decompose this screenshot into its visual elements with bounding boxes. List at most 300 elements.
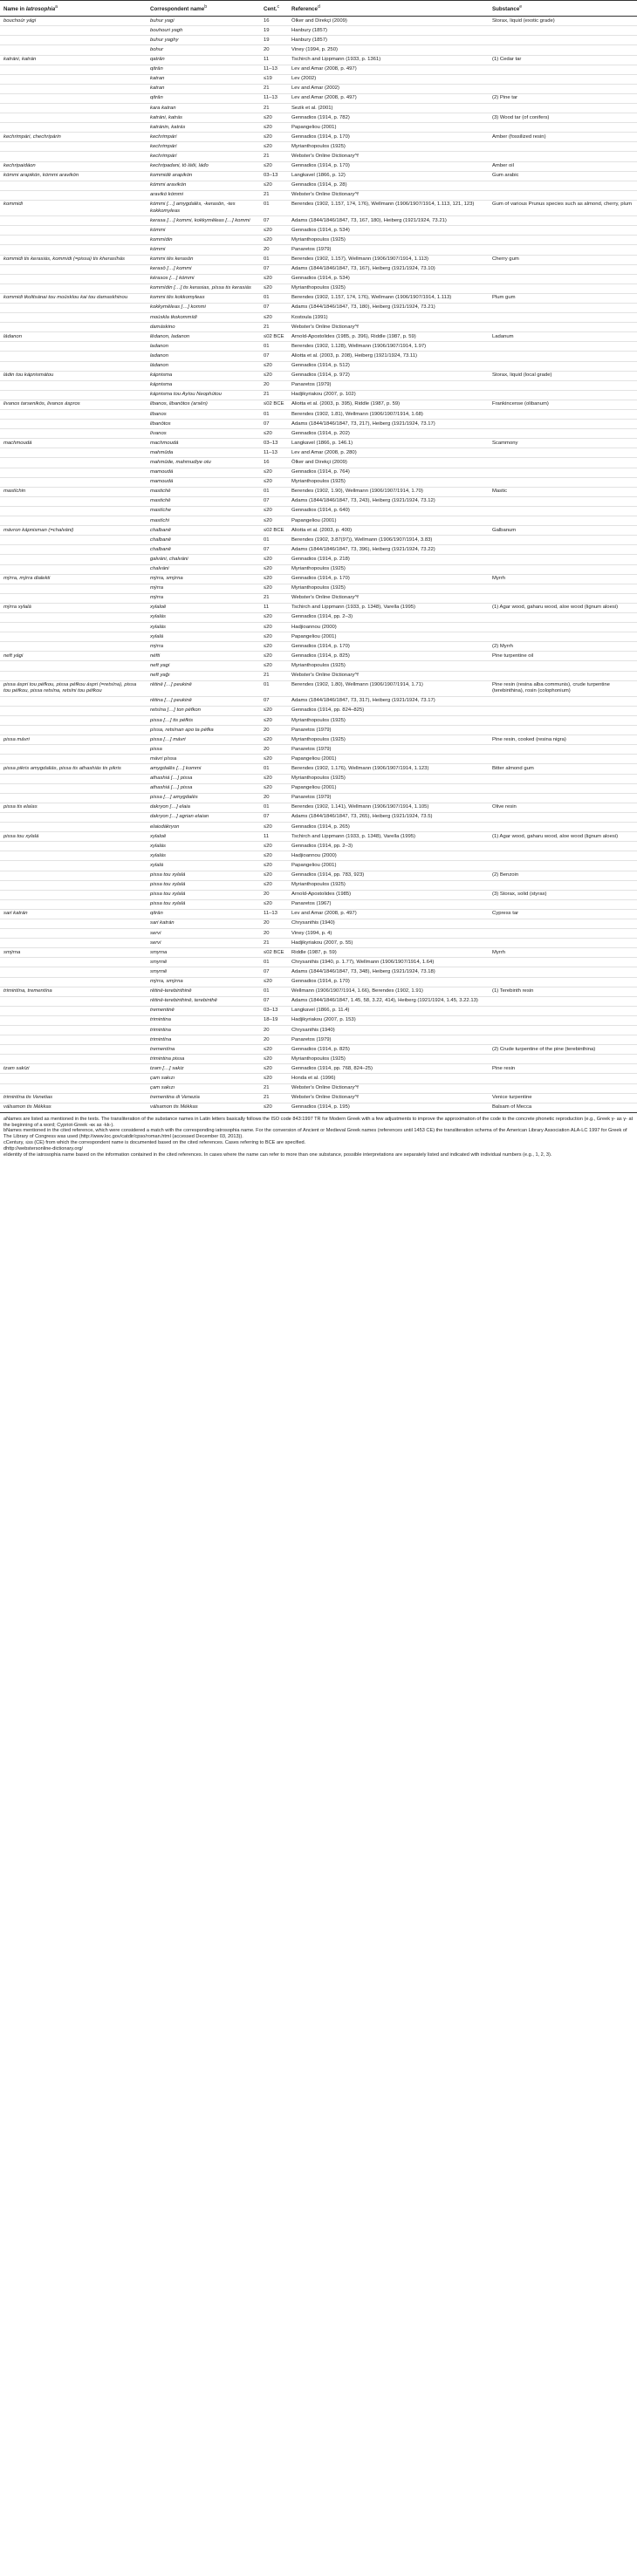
cell-century: 07 bbox=[260, 352, 288, 361]
cell-century: ≤20 bbox=[260, 755, 288, 764]
cell-correspondent-name: rētinē-terebinthinē bbox=[147, 987, 260, 996]
cell-century: 20 bbox=[260, 380, 288, 390]
cell-reference: Panaretos (1979) bbox=[288, 1035, 489, 1045]
cell-correspondent-name: machmoudá bbox=[147, 439, 260, 448]
cell-reference: Gennadios (1914, p. 640) bbox=[288, 506, 489, 516]
cell-name bbox=[0, 142, 147, 152]
table-row bbox=[0, 113, 637, 123]
cell-reference: Gennadios (1914, pp. 2–3) bbox=[288, 612, 489, 622]
table-row bbox=[0, 1055, 637, 1064]
cell-century: ≤20 bbox=[260, 574, 288, 584]
cell-substance: (2) Crude turpentine of the pine (terebinthina) bbox=[489, 1045, 637, 1055]
cell-correspondent-name: kara katran bbox=[147, 104, 260, 113]
cell-century: 01 bbox=[260, 342, 288, 352]
table-row bbox=[0, 623, 637, 632]
cell-century: 20 bbox=[260, 890, 288, 899]
cell-reference: Langkavel (1866, p. 12) bbox=[288, 171, 489, 181]
footnote: dhttp://webstersonline-dictionary.org/ bbox=[3, 1145, 83, 1151]
cell-substance bbox=[489, 448, 637, 458]
cell-century: ≤20 bbox=[260, 181, 288, 190]
cell-name bbox=[0, 420, 147, 429]
cell-century: ≤20 bbox=[260, 506, 288, 516]
table-row bbox=[0, 661, 637, 671]
cell-reference: Myrianthopoulos (1925) bbox=[288, 564, 489, 574]
cell-name bbox=[0, 26, 147, 36]
cell-reference: Langkavel (1866, p. 146.1) bbox=[288, 439, 489, 448]
cell-substance: (3) Storax, solid (styrax) bbox=[489, 890, 637, 899]
cell-reference: Lev and Amar (2008, p. 497) bbox=[288, 65, 489, 74]
cell-name bbox=[0, 967, 147, 977]
cell-century: ≤20 bbox=[260, 555, 288, 564]
cell-substance: Gum of various Prunus species such as almond, cherry, plum bbox=[489, 200, 637, 215]
cell-correspondent-name: buhur yaghy bbox=[147, 36, 260, 45]
cell-correspondent-name: kápnisma tou Ayíou Neophútou bbox=[147, 390, 260, 400]
cell-reference: Papangeliou (2001) bbox=[288, 755, 489, 764]
cell-reference: Gennadios (1914, p. 534) bbox=[288, 226, 489, 236]
cell-correspondent-name: kómmi […] amygdalēs, -kerasōn, -tes kokkomyleas bbox=[147, 200, 260, 215]
cell-reference: Aliotta et al. (2003, p. 208), Heiberg (1921/1924, 73.11) bbox=[288, 352, 489, 361]
cell-century: ≤20 bbox=[260, 842, 288, 851]
cell-century: ≤20 bbox=[260, 313, 288, 323]
cell-reference: Myrianthopoulos (1925) bbox=[288, 142, 489, 152]
cell-correspondent-name: kómmi bbox=[147, 245, 260, 255]
cell-name bbox=[0, 812, 147, 822]
cell-substance bbox=[489, 142, 637, 152]
table-row bbox=[0, 477, 637, 487]
cell-name: kómmi arapikón, kómmi aravikón bbox=[0, 171, 147, 181]
cell-century: 18–19 bbox=[260, 1015, 288, 1025]
cell-correspondent-name: libanos, libanōtos (arsēn) bbox=[147, 400, 260, 409]
cell-substance: Frankincense (olibanum) bbox=[489, 400, 637, 409]
cell-correspondent-name: kérasos […] kómmi bbox=[147, 274, 260, 284]
cell-substance: Storax, liquid (local grade) bbox=[489, 371, 637, 380]
cell-correspondent-name: píssa, retsínan apo ta péfka bbox=[147, 726, 260, 735]
cell-century: ≤20 bbox=[260, 652, 288, 661]
cell-substance bbox=[489, 696, 637, 706]
cell-substance bbox=[489, 458, 637, 468]
cell-correspondent-name: xylalá bbox=[147, 632, 260, 642]
cell-century: ≤20 bbox=[260, 468, 288, 477]
cell-name bbox=[0, 842, 147, 851]
cell-reference: Adams (1844/1846/1847, 73, 180), Heiberg (1921/1924, 73.21) bbox=[288, 303, 489, 312]
table-row bbox=[0, 448, 637, 458]
cell-reference: Gennadios (1914, p. 170) bbox=[288, 574, 489, 584]
table-row bbox=[0, 803, 637, 812]
cell-substance bbox=[489, 545, 637, 555]
cell-reference: Wellmann (1906/1907/1914, 1.66), Berendes (1902, 1.91) bbox=[288, 987, 489, 996]
cell-century: 20 bbox=[260, 793, 288, 803]
cell-century: ≤20 bbox=[260, 977, 288, 987]
cell-century: 21 bbox=[260, 190, 288, 200]
table-row bbox=[0, 939, 637, 948]
cell-correspondent-name: chalbanē bbox=[147, 526, 260, 536]
table-row bbox=[0, 890, 637, 899]
cell-correspondent-name: smyrnē bbox=[147, 967, 260, 977]
cell-reference: Myrianthopoulos (1925) bbox=[288, 236, 489, 245]
cell-century: ≤20 bbox=[260, 133, 288, 142]
cell-correspondent-name: pissa bbox=[147, 745, 260, 755]
cell-century: ≤20 bbox=[260, 161, 288, 171]
table-row bbox=[0, 390, 637, 400]
cell-substance: Scammony bbox=[489, 439, 637, 448]
cell-name: válsamon tis Mékkas bbox=[0, 1103, 147, 1112]
cell-century: 11 bbox=[260, 55, 288, 65]
cell-century: 21 bbox=[260, 104, 288, 113]
cell-reference: Webster's Online Dictionary^f bbox=[288, 190, 489, 200]
cell-century: ≤20 bbox=[260, 564, 288, 574]
cell-substance bbox=[489, 65, 637, 74]
cell-name bbox=[0, 793, 147, 803]
cell-century: ≤20 bbox=[260, 823, 288, 832]
cell-substance: Plum gum bbox=[489, 293, 637, 303]
cell-century: ≤20 bbox=[260, 361, 288, 371]
cell-name: trimintína tis Venetias bbox=[0, 1093, 147, 1103]
cell-century: ≤20 bbox=[260, 274, 288, 284]
cell-substance bbox=[489, 939, 637, 948]
table-row bbox=[0, 842, 637, 851]
cell-century: 20 bbox=[260, 245, 288, 255]
table-row bbox=[0, 899, 637, 909]
cell-century: 01 bbox=[260, 958, 288, 967]
substances-table bbox=[0, 0, 637, 1113]
cell-substance: Amber (fossilized resin) bbox=[489, 133, 637, 142]
cell-correspondent-name: ladanon bbox=[147, 352, 260, 361]
cell-name: machmoudá bbox=[0, 439, 147, 448]
cell-reference: Tschirch and Lippmann (1933, p. 1348), Varella (1995) bbox=[288, 832, 489, 842]
cell-century: 01 bbox=[260, 410, 288, 420]
cell-century: ≤20 bbox=[260, 623, 288, 632]
cell-reference: Gennadios (1914, p. 195) bbox=[288, 1103, 489, 1112]
cell-substance: (2) Pine tar bbox=[489, 93, 637, 103]
cell-correspondent-name: kerasō […] kommi bbox=[147, 264, 260, 274]
cell-substance: Cherry gum bbox=[489, 255, 637, 264]
cell-substance bbox=[489, 899, 637, 909]
cell-century: 01 bbox=[260, 803, 288, 812]
cell-name bbox=[0, 890, 147, 899]
cell-substance bbox=[489, 313, 637, 323]
cell-name: pissa mávri bbox=[0, 735, 147, 745]
cell-century: 20 bbox=[260, 726, 288, 735]
cell-century: 21 bbox=[260, 1083, 288, 1093]
cell-century: ≤20 bbox=[260, 1064, 288, 1074]
table-row bbox=[0, 1026, 637, 1035]
table-row bbox=[0, 574, 637, 584]
cell-century: ≤20 bbox=[260, 429, 288, 439]
cell-reference: Tschirch and Lippmann (1933, p. 1348), Varella (1995) bbox=[288, 603, 489, 612]
cell-name bbox=[0, 1045, 147, 1055]
cell-reference: Gennadios (1914, p. 202) bbox=[288, 429, 489, 439]
cell-substance bbox=[489, 661, 637, 671]
cell-substance bbox=[489, 726, 637, 735]
cell-reference: Gennadios (1914, pp. 783, 923) bbox=[288, 871, 489, 880]
table-row bbox=[0, 380, 637, 390]
cell-reference: Myrianthopoulos (1925) bbox=[288, 1055, 489, 1064]
cell-correspondent-name: pissa tou xylalá bbox=[147, 871, 260, 880]
cell-name bbox=[0, 593, 147, 603]
cell-name bbox=[0, 671, 147, 680]
table-row bbox=[0, 774, 637, 783]
cell-correspondent-name: kómmi bbox=[147, 226, 260, 236]
cell-correspondent-name: kommidē arapikón bbox=[147, 171, 260, 181]
cell-correspondent-name: mastichē bbox=[147, 496, 260, 506]
table-row bbox=[0, 361, 637, 371]
cell-substance bbox=[489, 342, 637, 352]
cell-substance bbox=[489, 26, 637, 36]
cell-correspondent-name: kápnisma bbox=[147, 380, 260, 390]
cell-name bbox=[0, 623, 147, 632]
cell-name bbox=[0, 152, 147, 161]
table-row bbox=[0, 851, 637, 861]
cell-century: 11–13 bbox=[260, 93, 288, 103]
cell-correspondent-name: pissa tou xylalá bbox=[147, 890, 260, 899]
cell-name bbox=[0, 661, 147, 671]
cell-century: ≤20 bbox=[260, 1045, 288, 1055]
header-substance: Substance$^e$ bbox=[489, 1, 637, 17]
cell-reference: Sezik et al. (2001) bbox=[288, 104, 489, 113]
table-row bbox=[0, 929, 637, 939]
cell-correspondent-name: retsína […] ton péfkon bbox=[147, 706, 260, 715]
cell-century: 21 bbox=[260, 390, 288, 400]
cell-reference: Papangeliou (2001) bbox=[288, 123, 489, 133]
cell-reference: Gennadios (1914, p. 170) bbox=[288, 133, 489, 142]
cell-century: ≤20 bbox=[260, 632, 288, 642]
cell-century: 21 bbox=[260, 323, 288, 332]
cell-name bbox=[0, 958, 147, 967]
cell-substance bbox=[489, 584, 637, 593]
cell-correspondent-name: trimintina bbox=[147, 1015, 260, 1025]
table-row bbox=[0, 458, 637, 468]
cell-name bbox=[0, 899, 147, 909]
cell-reference: Aliotta et al. (2003, p. 395), Riddle (1987, p. 59) bbox=[288, 400, 489, 409]
cell-century: ≤20 bbox=[260, 899, 288, 909]
table-row bbox=[0, 264, 637, 274]
cell-substance bbox=[489, 671, 637, 680]
cell-century: 03–13 bbox=[260, 439, 288, 448]
cell-correspondent-name: athashiá […] pissa bbox=[147, 774, 260, 783]
cell-substance: Storax, liquid (exotic grade) bbox=[489, 17, 637, 26]
cell-name bbox=[0, 123, 147, 133]
cell-correspondent-name: ládanon bbox=[147, 361, 260, 371]
cell-name bbox=[0, 783, 147, 793]
cell-substance: Amber oil bbox=[489, 161, 637, 171]
cell-reference: Gennadios (1914, p. 512) bbox=[288, 361, 489, 371]
table-row bbox=[0, 1074, 637, 1083]
cell-name bbox=[0, 216, 147, 226]
cell-name: sari katrán bbox=[0, 909, 147, 919]
cell-correspondent-name: kechrimpári bbox=[147, 152, 260, 161]
cell-reference: Berendes (1902, 1.141), Wellmann (1906/1907/1914, 1.105) bbox=[288, 803, 489, 812]
cell-century: 16 bbox=[260, 17, 288, 26]
table-row bbox=[0, 496, 637, 506]
table-row bbox=[0, 245, 637, 255]
cell-name bbox=[0, 429, 147, 439]
cell-correspondent-name: trementina di Venezia bbox=[147, 1093, 260, 1103]
cell-substance: Galbanum bbox=[489, 526, 637, 536]
cell-name bbox=[0, 264, 147, 274]
table-row bbox=[0, 812, 637, 822]
cell-name bbox=[0, 190, 147, 200]
cell-century: 19 bbox=[260, 26, 288, 36]
cell-correspondent-name: trimintina bbox=[147, 1026, 260, 1035]
cell-correspondent-name: xylalás bbox=[147, 623, 260, 632]
cell-century: ≤20 bbox=[260, 612, 288, 622]
cell-correspondent-name: tzam […] sakiz bbox=[147, 1064, 260, 1074]
cell-century: 01 bbox=[260, 255, 288, 264]
cell-correspondent-name: mastíchi bbox=[147, 516, 260, 526]
cell-correspondent-name: pissa tou xylalá bbox=[147, 899, 260, 909]
cell-reference: Adams (1844/1846/1847, 73, 317), Heiberg (1921/1924, 73.17) bbox=[288, 696, 489, 706]
table-row bbox=[0, 716, 637, 726]
table-row bbox=[0, 1015, 637, 1025]
cell-correspondent-name: xylalás bbox=[147, 851, 260, 861]
table-row bbox=[0, 1035, 637, 1045]
cell-reference: Gennadios (1914, pp. 2–3) bbox=[288, 842, 489, 851]
table-row bbox=[0, 1006, 637, 1015]
cell-correspondent-name: mýrra bbox=[147, 593, 260, 603]
table-row bbox=[0, 1103, 637, 1112]
cell-correspondent-name: pissa […] amygdalés bbox=[147, 793, 260, 803]
cell-correspondent-name: qatrān bbox=[147, 55, 260, 65]
cell-reference: Gennadios (1914, pp. 768, 824–25) bbox=[288, 1064, 489, 1074]
cell-substance bbox=[489, 477, 637, 487]
cell-substance bbox=[489, 380, 637, 390]
cell-correspondent-name: mamoudá bbox=[147, 477, 260, 487]
cell-substance bbox=[489, 352, 637, 361]
cell-reference: Gennadios (1914, p. 218) bbox=[288, 555, 489, 564]
cell-name bbox=[0, 1035, 147, 1045]
cell-reference: Panaretos (1967) bbox=[288, 899, 489, 909]
cell-correspondent-name: qitrān bbox=[147, 65, 260, 74]
cell-correspondent-name: kommi tēs kokkomyleas bbox=[147, 293, 260, 303]
cell-century: ≤20 bbox=[260, 236, 288, 245]
cell-reference: Adams (1844/1846/1847, 73, 396), Heiberg (1921/1924, 73.22) bbox=[288, 545, 489, 555]
cell-correspondent-name: smyrna bbox=[147, 948, 260, 958]
cell-reference: Viney (1994, p. 4) bbox=[288, 929, 489, 939]
cell-substance bbox=[489, 623, 637, 632]
cell-substance bbox=[489, 880, 637, 890]
table-row bbox=[0, 342, 637, 352]
cell-substance bbox=[489, 977, 637, 987]
cell-correspondent-name: chalváni bbox=[147, 564, 260, 574]
cell-reference: Myrianthopoulos (1925) bbox=[288, 584, 489, 593]
cell-century: 07 bbox=[260, 967, 288, 977]
cell-name bbox=[0, 1083, 147, 1093]
cell-name bbox=[0, 929, 147, 939]
cell-reference: Adams (1844/1846/1847, 73, 217), Heiberg (1921/1924, 73.17) bbox=[288, 420, 489, 429]
cell-name bbox=[0, 245, 147, 255]
cell-correspondent-name: xylalás bbox=[147, 842, 260, 851]
table-row bbox=[0, 226, 637, 236]
table-footnotes bbox=[0, 1113, 637, 1158]
cell-name: kommidi tis kerasiás, kommidi (=pissa) tis kherasíhás bbox=[0, 255, 147, 264]
cell-name: kechripaidáon bbox=[0, 161, 147, 171]
cell-name: smýrna bbox=[0, 948, 147, 958]
cell-correspondent-name: xylalá bbox=[147, 861, 260, 871]
cell-substance bbox=[489, 123, 637, 133]
cell-substance bbox=[489, 1083, 637, 1093]
cell-substance bbox=[489, 496, 637, 506]
cell-substance: (2) Benzoin bbox=[489, 871, 637, 880]
table-row bbox=[0, 861, 637, 871]
cell-reference: Myrianthopoulos (1925) bbox=[288, 774, 489, 783]
table-row bbox=[0, 352, 637, 361]
cell-correspondent-name: mamoudá bbox=[147, 468, 260, 477]
cell-correspondent-name: pissa […] mávri bbox=[147, 735, 260, 745]
cell-correspondent-name: elaiodákryon bbox=[147, 823, 260, 832]
cell-correspondent-name: kokkymēleas […] kommi bbox=[147, 303, 260, 312]
cell-reference: Hadjikyriakou (2007, p. 102) bbox=[288, 390, 489, 400]
cell-reference: Webster's Online Dictionary^f bbox=[288, 671, 489, 680]
cell-correspondent-name: kommi tēs kerasōn bbox=[147, 255, 260, 264]
table-row bbox=[0, 545, 637, 555]
cell-name bbox=[0, 361, 147, 371]
cell-substance bbox=[489, 420, 637, 429]
cell-name: katráni, katrán bbox=[0, 55, 147, 65]
table-row bbox=[0, 755, 637, 764]
cell-correspondent-name: válsamon tis Mékkas bbox=[147, 1103, 260, 1112]
cell-century: ≤20 bbox=[260, 371, 288, 380]
cell-substance bbox=[489, 793, 637, 803]
cell-substance bbox=[489, 216, 637, 226]
cell-century: 20 bbox=[260, 45, 288, 55]
cell-reference: Myrianthopoulos (1925) bbox=[288, 661, 489, 671]
table-row bbox=[0, 17, 637, 26]
cell-name bbox=[0, 1055, 147, 1064]
cell-name bbox=[0, 564, 147, 574]
cell-name: mastíchin bbox=[0, 487, 147, 496]
cell-century: ≤20 bbox=[260, 661, 288, 671]
table-row bbox=[0, 632, 637, 642]
cell-correspondent-name: trementína bbox=[147, 1045, 260, 1055]
cell-reference: Berendes (1902, 1.80), Wellmann (1906/1907/1914, 1.71) bbox=[288, 680, 489, 696]
cell-century: 11–13 bbox=[260, 909, 288, 919]
cell-reference: Lev and Amar (2008, p. 497) bbox=[288, 93, 489, 103]
cell-reference: Gennadios (1914, p. 825) bbox=[288, 1045, 489, 1055]
table-row bbox=[0, 823, 637, 832]
cell-name bbox=[0, 612, 147, 622]
cell-reference: Gennadios (1914, p. 764) bbox=[288, 468, 489, 477]
cell-reference: Gennadios (1914, pp. 824–825) bbox=[288, 706, 489, 715]
table-row bbox=[0, 152, 637, 161]
cell-correspondent-name: rētinē […] peukinē bbox=[147, 680, 260, 696]
table-row bbox=[0, 1045, 637, 1055]
cell-century: 21 bbox=[260, 593, 288, 603]
cell-correspondent-name: aravikó kómmi bbox=[147, 190, 260, 200]
cell-century: 20 bbox=[260, 919, 288, 928]
cell-century: ≤20 bbox=[260, 706, 288, 715]
cell-reference: Webster's Online Dictionary^f bbox=[288, 1083, 489, 1093]
cell-name bbox=[0, 939, 147, 948]
cell-correspondent-name: chalbanē bbox=[147, 545, 260, 555]
cell-name: kechrimpári, chechripárin bbox=[0, 133, 147, 142]
cell-substance bbox=[489, 958, 637, 967]
cell-substance bbox=[489, 842, 637, 851]
cell-name: ládanon bbox=[0, 332, 147, 342]
table-row bbox=[0, 142, 637, 152]
cell-century: 07 bbox=[260, 264, 288, 274]
cell-substance: Pine resin, cooked (resina nigra) bbox=[489, 735, 637, 745]
cell-reference: Lev and Amar (2008, p. 280) bbox=[288, 448, 489, 458]
cell-century: 16 bbox=[260, 458, 288, 468]
cell-name: mávron kápnisman (=chalváni) bbox=[0, 526, 147, 536]
cell-substance bbox=[489, 226, 637, 236]
cell-reference: Berendes (1902, 1.176), Wellmann (1906/1907/1914, 1.123) bbox=[288, 764, 489, 774]
table-row bbox=[0, 429, 637, 439]
cell-correspondent-name: mahmūda bbox=[147, 448, 260, 458]
cell-correspondent-name: trementinē bbox=[147, 1006, 260, 1015]
table-row bbox=[0, 593, 637, 603]
table-row bbox=[0, 181, 637, 190]
